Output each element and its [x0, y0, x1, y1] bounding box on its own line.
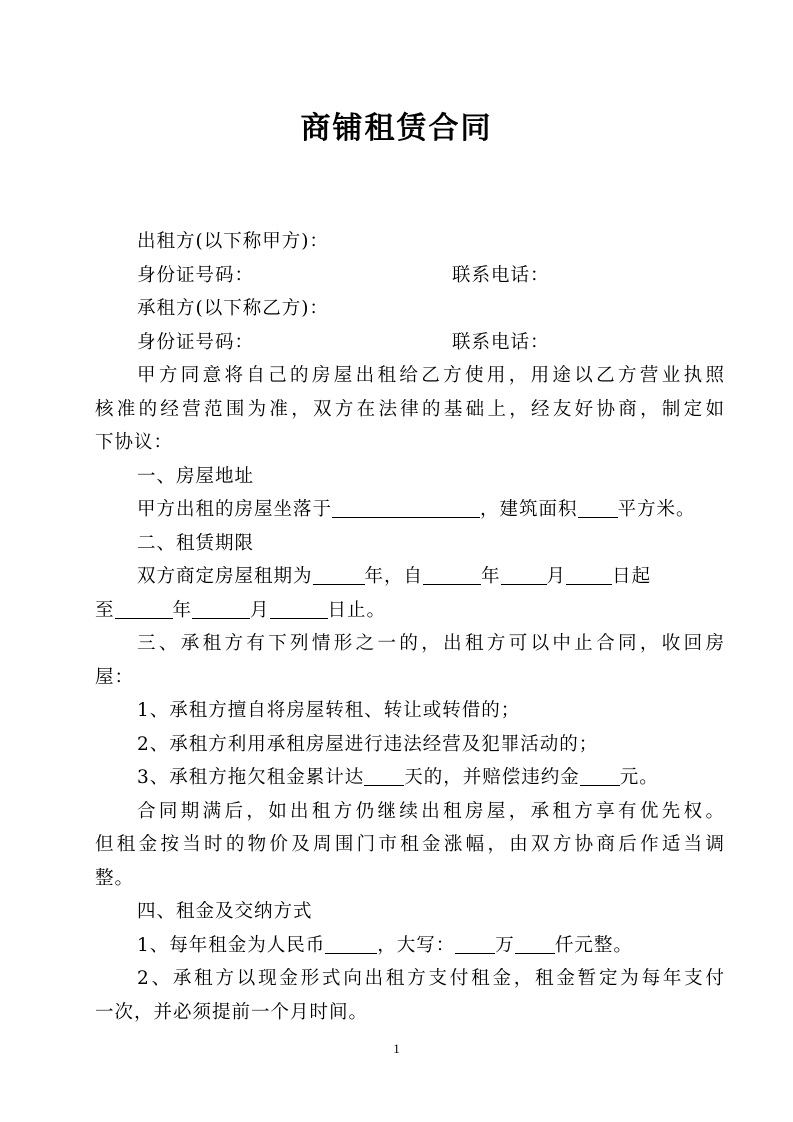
section-4-item-1	[95, 929, 725, 963]
end-year-blank[interactable]	[115, 596, 173, 619]
lessor-id-label: 身份证号码：	[137, 264, 255, 286]
start-day-text: 日起	[612, 566, 652, 587]
lessee-contact-line	[95, 326, 725, 360]
renewal-line-1: 合同期满后，如出租方仍继续出租房屋，承租方享有优先权。	[137, 800, 725, 822]
rent-qian-blank[interactable]	[515, 931, 555, 954]
intro-line-3: 下协议：	[95, 432, 174, 453]
section-2-end-line	[95, 594, 725, 628]
end-month-text: 月	[250, 599, 270, 621]
term-years-blank[interactable]	[313, 562, 365, 585]
end-day-text: 日止。	[327, 599, 387, 621]
lessor-contact-line	[95, 259, 725, 293]
intro-line-1: 甲方同意将自己的房屋出租给乙方使用，用途以乙方营业执照	[137, 365, 725, 386]
address-text: 甲方出租的房屋坐落于	[137, 499, 333, 520]
section-1-address-line	[95, 493, 725, 527]
lessor-label: 出租方(以下称甲方)：	[137, 231, 329, 252]
section-4-heading: 四、租金及交纳方式	[137, 901, 313, 922]
end-day-blank[interactable]	[270, 596, 328, 619]
rent-amount-blank[interactable]	[325, 931, 377, 954]
start-year-text: 年	[481, 566, 501, 587]
arrears-text: 3、承租方拖欠租金累计达	[137, 767, 365, 788]
page-number: 1	[393, 1041, 400, 1056]
area-blank[interactable]	[578, 495, 618, 518]
end-year-text: 年	[172, 599, 193, 621]
start-year-blank[interactable]	[423, 562, 481, 585]
section-2-heading: 二、租赁期限	[137, 532, 255, 554]
lessee-label: 承租方(以下称乙方)：	[137, 298, 329, 319]
lessee-line	[95, 292, 725, 326]
rent-qian-text: 仟元整。	[554, 934, 633, 956]
rent-wan-text: 万	[495, 934, 515, 956]
lessee-phone-label: 联系电话：	[452, 331, 550, 353]
section-3-heading-line-1: 三、承租方有下列情形之一的，出租方可以中止合同，收回房	[137, 633, 725, 654]
lessee-id-label: 身份证号码：	[137, 331, 255, 353]
penalty-text: 天的，并赔偿违约金	[404, 767, 580, 788]
lessor-line	[95, 225, 725, 259]
section-4-item-2-line-1: 2、承租方以现金形式向出租方支付租金，租金暂定为每年支付	[137, 968, 725, 989]
address-blank[interactable]	[332, 495, 480, 518]
section-3-item-1: 1、承租方擅自将房屋转租、转让或转借的；	[137, 700, 521, 721]
section-3-heading-line-2: 屋：	[95, 666, 135, 688]
renewal-line-3: 整。	[95, 867, 135, 889]
contract-body	[95, 225, 725, 1029]
renewal-line-2: 但租金按当时的物价及周围门市租金涨幅，由双方协商后作适当调	[95, 834, 725, 855]
start-day-blank[interactable]	[566, 562, 612, 585]
area-unit-text: 平方米。	[617, 499, 696, 520]
end-to-text: 至	[95, 599, 115, 621]
rent-wan-blank[interactable]	[455, 931, 495, 954]
start-month-blank[interactable]	[501, 562, 547, 585]
area-text: ，建筑面积	[480, 499, 578, 520]
term-text: 双方商定房屋租期为	[137, 566, 313, 587]
start-month-text: 月	[546, 566, 567, 587]
penalty-amount-blank[interactable]	[580, 763, 620, 786]
arrears-days-blank[interactable]	[364, 763, 404, 786]
rent-text: 1、每年租金为人民币	[137, 934, 326, 956]
end-month-blank[interactable]	[192, 596, 250, 619]
document-title: 商铺租赁合同	[300, 111, 493, 146]
penalty-unit-text: 元。	[619, 767, 659, 788]
section-1-heading: 一、房屋地址	[137, 465, 255, 487]
section-3-item-2: 2、承租方利用承租房屋进行违法经营及犯罪活动的；	[137, 733, 599, 755]
section-3-item-3	[95, 761, 725, 795]
term-from-text: 年，自	[364, 566, 424, 587]
section-4-item-2-line-2: 一次，并必须提前一个月时间。	[95, 1001, 369, 1023]
section-2-term-line	[95, 560, 725, 594]
intro-line-2: 核准的经营范围为准，双方在法律的基础上，经友好协商，制定如	[95, 398, 725, 420]
rent-capital-text: ，大写：	[377, 934, 456, 956]
lessor-phone-label: 联系电话：	[452, 264, 550, 286]
